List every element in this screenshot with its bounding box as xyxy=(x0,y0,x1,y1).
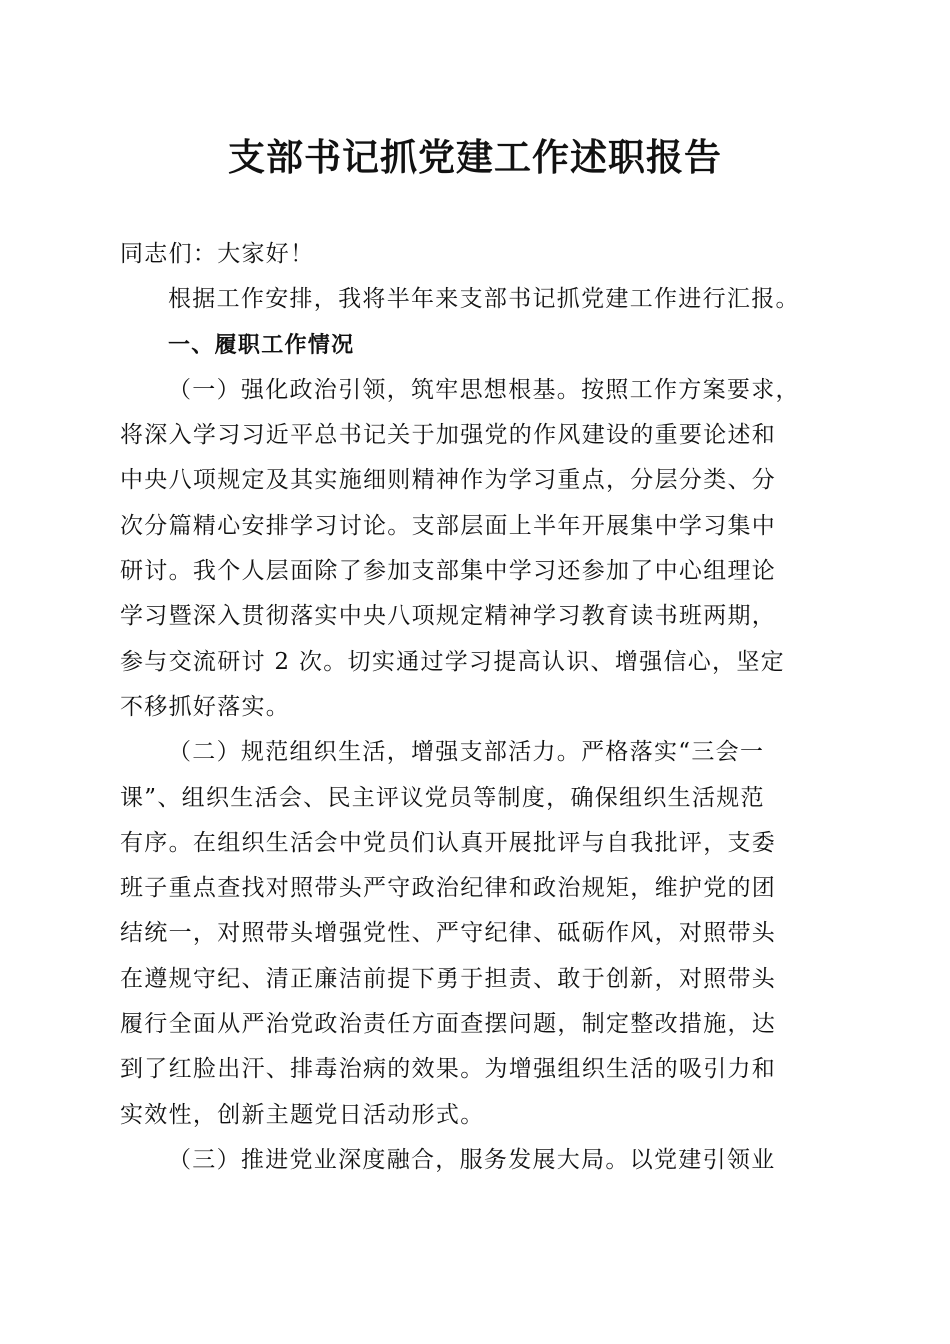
paragraph-2-line: （二）规范组织生活，增强支部活力。严格落实“三会一 xyxy=(168,739,765,766)
paragraph-1-line: 研讨。我个人层面除了参加支部集中学习还参加了中心组理论 xyxy=(120,558,777,585)
intro-line: 根据工作安排，我将半年来支部书记抓党建工作进行汇报。 xyxy=(168,286,800,313)
paragraph-1 xyxy=(120,368,832,730)
paragraph-1-line: （一）强化政治引领，筑牢思想根基。按照工作方案要求， xyxy=(168,376,800,403)
section-heading: 一、履职工作情况 xyxy=(168,332,355,358)
paragraph-2-line: 实效性，创新主题党日活动形式。 xyxy=(120,1101,485,1128)
paragraph-2-line: 班子重点查找对照带头严守政治纪律和政治规矩，维护党的团 xyxy=(120,875,777,902)
document-body xyxy=(120,232,832,1183)
paragraph-2-line: 履行全面从严治党政治责任方面查摆问题，制定整改措施，达 xyxy=(120,1011,777,1038)
paragraph-1-line: 学习暨深入贯彻落实中央八项规定精神学习教育读书班两期， xyxy=(120,603,777,630)
paragraph-2-line: 在遵规守纪、清正廉洁前提下勇于担责、敢于创新，对照带头 xyxy=(120,965,777,992)
paragraph-2-line: 有序。在组织生活会中党员们认真开展批评与自我批评，支委 xyxy=(120,829,777,856)
document-title: 支部书记抓党建工作述职报告 xyxy=(228,135,722,179)
paragraph-1-line: 不移抓好落实。 xyxy=(120,693,291,720)
paragraph-1-line: 参与交流研讨 2 次。切实通过学习提高认识、增强信心，坚定 xyxy=(120,648,785,675)
paragraph-3-line: （三）推进党业深度融合，服务发展大局。以党建引领业 xyxy=(168,1146,776,1173)
paragraph-1-line: 将深入学习习近平总书记关于加强党的作风建设的重要论述和 xyxy=(120,422,777,449)
paragraph-2 xyxy=(120,730,832,1138)
paragraph-2-line: 到了红脸出汗、排毒治病的效果。为增强组织生活的吸引力和 xyxy=(120,1056,777,1083)
paragraph-2-line: 结统一，对照带头增强党性、严守纪律、砥砺作风，对照带头 xyxy=(120,920,777,947)
greeting-line: 同志们：大家好！ xyxy=(120,241,315,267)
paragraph-2-line: 课”、组织生活会、民主评议党员等制度，确保组织生活规范 xyxy=(120,784,765,811)
paragraph-1-line: 中央八项规定及其实施细则精神作为学习重点，分层分类、分 xyxy=(120,467,777,494)
paragraph-3 xyxy=(120,1138,832,1183)
paragraph-1-line: 次分篇精心安排学习讨论。支部层面上半年开展集中学习集中 xyxy=(120,512,777,539)
